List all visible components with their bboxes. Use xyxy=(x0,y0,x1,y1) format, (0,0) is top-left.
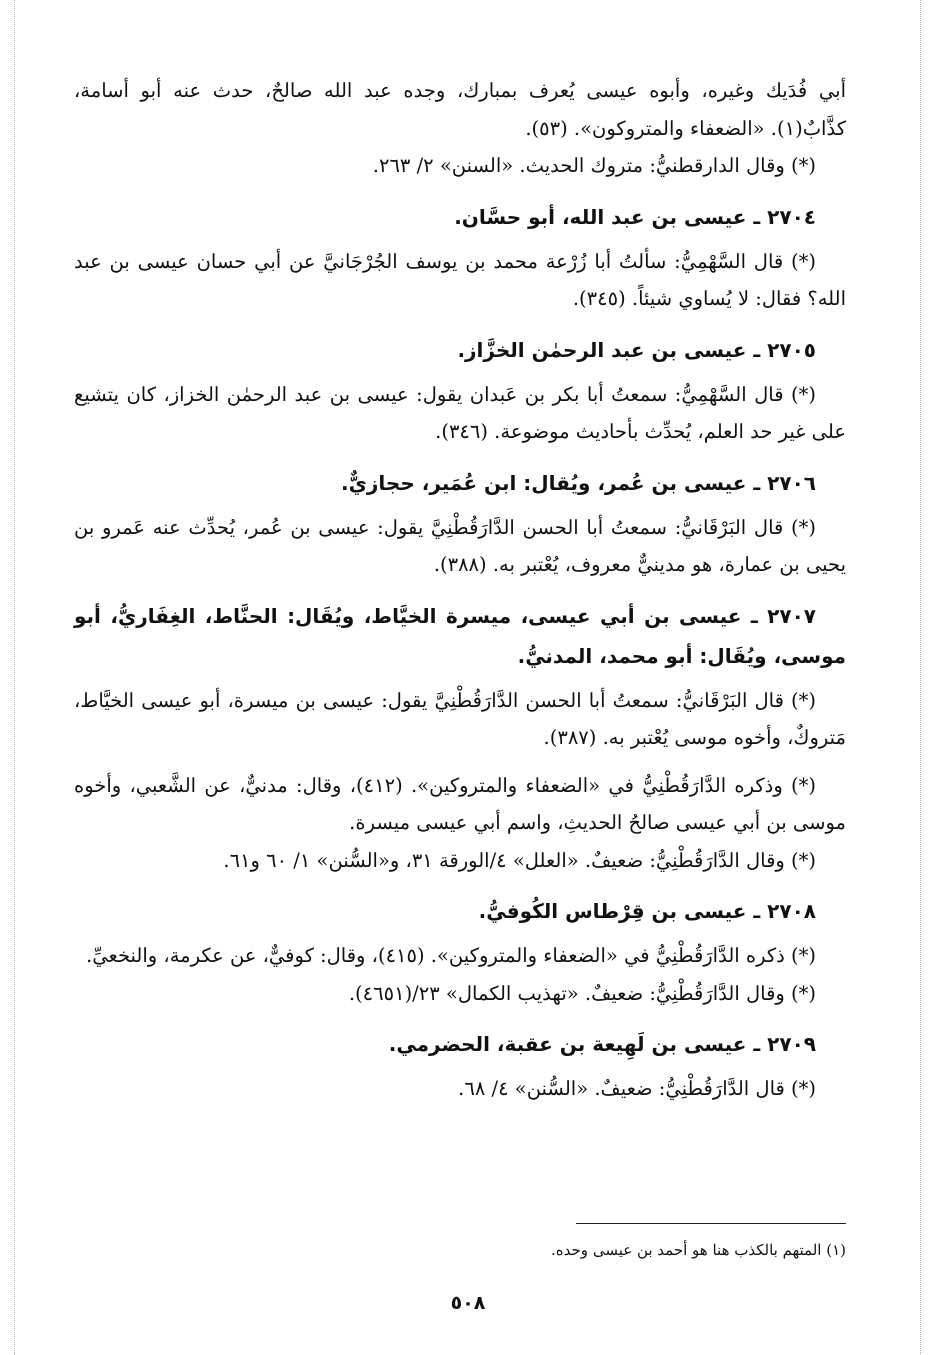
footnote-separator xyxy=(576,1223,846,1224)
paragraph: (*) قال السَّهْمِيُّ: سمعتُ أبا بكر بن عَبدان يقول: عيسى بن عبد الرحمٰن الخزاز، كان يتشيع على غير حد العلم، يُحدِّث بأحاديث موضوعة. (٣٤٦). xyxy=(74,382,846,443)
footnote: (١) المتهم بالكذب هنا هو أحمد بن عيسى وحده. xyxy=(551,1241,846,1259)
paragraph: (*) وقال الدارقطنيُّ: متروك الحديث. «السنن» ٢/ ٢٦٣. xyxy=(372,154,816,177)
right-margin-dotted-line xyxy=(920,0,921,1355)
entry-heading-2709: ٢٧٠٩ ـ عيسى بن لَهِيعة بن عقبة، الحضرمي. xyxy=(388,1032,816,1056)
entry-heading-2707: ٢٧٠٧ ـ عيسى بن أبي عيسى، ميسرة الخيَّاط، ويُقَال: الحنَّاط، الغِفَاريُّ، أبو موسى، ويُقَال: أبو محمد، المدنيُّ. xyxy=(74,603,846,668)
paragraph-continuation: أبي فُدَيك وغيره، وأبوه عيسى يُعرف بمبارك، وجده عبد الله صالحٌ، حدث عنه أبو أسامة، كذَّابٌ(١). «الضعفاء والمتروكون». (٥٣). xyxy=(74,79,846,140)
paragraph: (*) قال البَرْقَانيُّ: سمعتُ أبا الحسن الدَّارَقُطْنِيَّ يقول: عيسى بن عُمر، يُحدِّث عنه عَمرو بن يحيى بن عمارة، هو مدينيٌّ معروف، يُعْتبر به. (٣٨٨). xyxy=(74,515,846,576)
main-text xyxy=(74,72,846,1108)
paragraph: (*) قال الدَّارَقُطْنِيُّ: ضعيفٌ. «السُّنن» ٤/ ٦٨. xyxy=(458,1077,816,1100)
entry-heading-2705: ٢٧٠٥ ـ عيسى بن عبد الرحمٰن الخزَّاز. xyxy=(457,337,816,362)
entry-heading-2706: ٢٧٠٦ ـ عيسى بن عُمر، ويُقال: ابن عُمَير، حجازيٌّ. xyxy=(340,470,816,495)
paragraph: (*) ذكره الدَّارَقُطْنِيُّ في «الضعفاء والمتروكين». (٤١٥)، وقال: كوفيٌّ، عن عكرمة، والنخعيِّ. xyxy=(86,944,816,967)
paragraph: (*) قال البَرْقَانيُّ: سمعتُ أبا الحسن الدَّارَقُطْنِيَّ يقول: عيسى بن ميسرة، أبو عيسى الخيَّاط، مَتروكٌ، وأخوه موسى يُعْتبر به. (٣٨٧). xyxy=(74,688,846,749)
left-margin-dotted-line xyxy=(14,0,15,1355)
paragraph: (*) وذكره الدَّارَقُطْنِيُّ في «الضعفاء والمتروكين». (٤١٢)، وقال: مدنيٌّ، عن الشَّعبي، وأخوه موسى بن أبي عيسى صالحُ الحديثِ، واسم أبي عيسى ميسرة. xyxy=(74,773,846,834)
paragraph: (*) وقال الدَّارَقُطْنِيُّ: ضعيفٌ. «تهذيب الكمال» ٢٣/(٤٦٥١). xyxy=(348,981,816,1005)
paragraph: (*) قال السَّهْمِيُّ: سألتُ أبا زُرْعة محمد بن يوسف الجُرْجَانيَّ عن أبي حسان عيسى بن عبد الله؟ فقال: لا يُساوي شيئاً. (٣٤٥). xyxy=(74,249,846,310)
entry-heading-2708: ٢٧٠٨ ـ عيسى بن قِرْطاس الكُوفيُّ. xyxy=(478,899,816,923)
page-number: ٥٠٨ xyxy=(450,1292,486,1314)
entry-heading-2704: ٢٧٠٤ ـ عيسى بن عبد الله، أبو حسَّان. xyxy=(454,204,816,229)
paragraph: (*) وقال الدَّارَقُطْنِيُّ: ضعيفٌ. «العلل» ٤/الورقة ٣١، و«السُّنن» ١/ ٦٠ و٦١. xyxy=(223,848,816,872)
